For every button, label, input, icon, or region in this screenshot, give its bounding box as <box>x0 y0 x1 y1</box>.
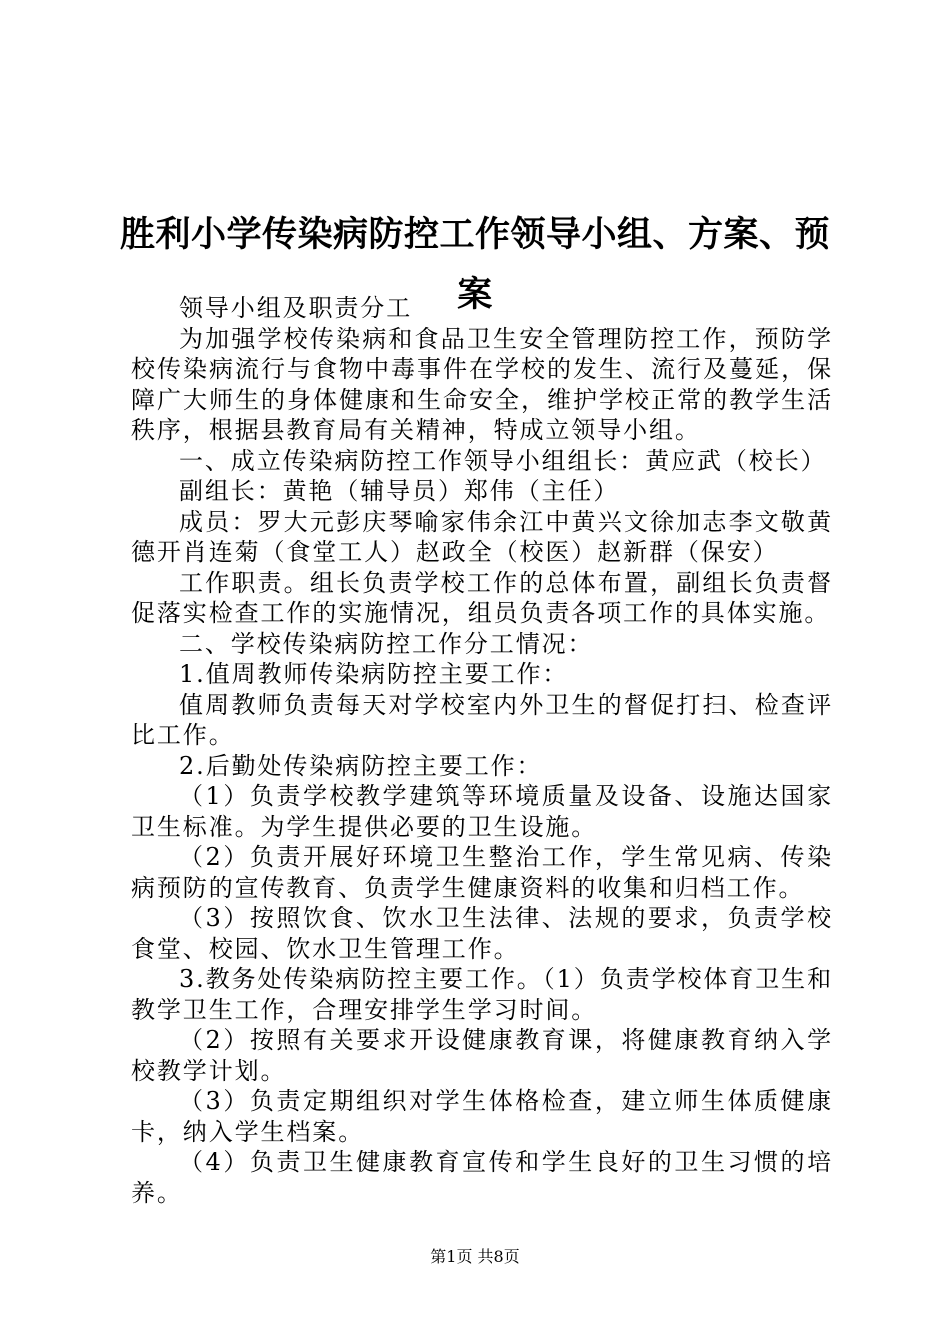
page-number-footer: 第1页 共8页 <box>430 1247 520 1266</box>
paragraph: 一、成立传染病防控工作领导小组组长：黄应武（校长） <box>179 446 827 475</box>
paragraph: 2.后勤处传染病防控主要工作： <box>179 751 543 780</box>
paragraph: （4）负责卫生健康教育宣传和学生良好的卫生习惯的培养。 <box>131 1148 833 1207</box>
paragraph: 二、学校传染病防控工作分工情况： <box>179 629 594 658</box>
paragraph: 工作职责。组长负责学校工作的总体布置，副组长负责督促落实检查工作的实施情况，组员负责各项工作的具体实施。 <box>131 568 833 627</box>
paragraph: 为加强学校传染病和食品卫生安全管理防控工作，预防学校传染病流行与食物中毒事件在学校的发生、流行及蔓延，保障广大师生的身体健康和生命安全，维护学校正常的教学生活秩序，根据县教育局有关精神，特成立领导小组。 <box>131 324 833 444</box>
paragraph: （1）负责学校教学建筑等环境质量及设备、设施达国家卫生标准。为学生提供必要的卫生设施。 <box>131 782 833 841</box>
paragraph: 副组长：黄艳（辅导员）郑伟（主任） <box>179 477 620 505</box>
paragraph: （2）按照有关要求开设健康教育课，将健康教育纳入学校教学计划。 <box>131 1026 833 1085</box>
paragraph: 1.值周教师传染病防控主要工作： <box>179 660 569 688</box>
paragraph: （2）负责开展好环境卫生整治工作，学生常见病、传染病预防的宣传教育、负责学生健康资料的收集和归档工作。 <box>131 843 833 902</box>
document-body <box>131 293 833 1208</box>
document-title: 胜利小学传染病防控工作领导小组、方案、预案 <box>119 214 830 316</box>
paragraph: （3）负责定期组织对学生体格检查，建立师生体质健康卡，纳入学生档案。 <box>131 1087 833 1146</box>
paragraph: 3.教务处传染病防控主要工作。（1）负责学校体育卫生和教学卫生工作，合理安排学生学习时间。 <box>131 965 833 1024</box>
paragraph: 成员：罗大元彭庆琴喻家伟余江中黄兴文徐加志李文敬黄德开肖连菊（食堂工人）赵政全（校医）赵新群（保安） <box>131 507 833 566</box>
paragraph: 值周教师负责每天对学校室内外卫生的督促打扫、检查评比工作。 <box>131 690 833 749</box>
paragraph: 领导小组及职责分工 <box>179 294 413 322</box>
paragraph: （3）按照饮食、饮水卫生法律、法规的要求，负责学校食堂、校园、饮水卫生管理工作。 <box>131 904 833 963</box>
